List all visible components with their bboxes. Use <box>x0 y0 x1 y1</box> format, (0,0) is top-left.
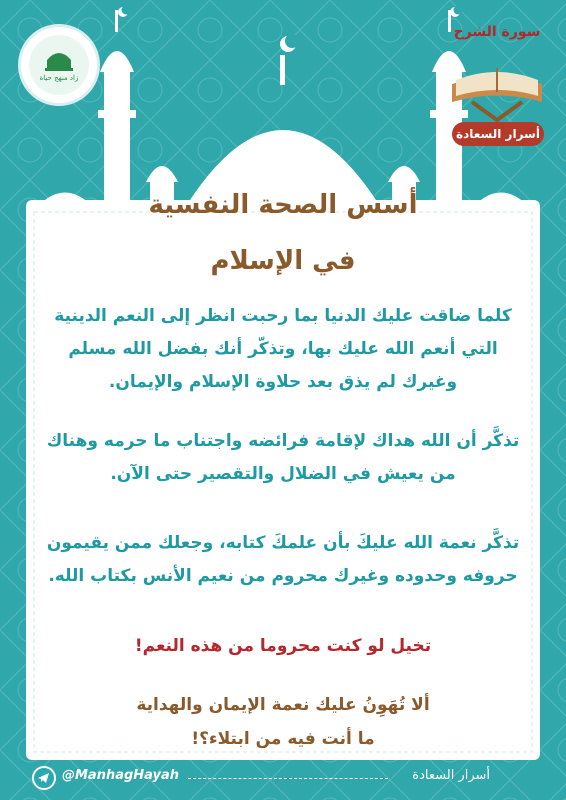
page-title: أسس الصحة النفسية <box>148 190 418 220</box>
page-subtitle: في الإسلام <box>210 246 356 276</box>
quran-book-icon <box>442 44 552 124</box>
sura-badge <box>442 18 552 141</box>
highlight-text: تخيل لو كنت محروما من هذه النعم! <box>134 636 432 656</box>
paragraph-1: كلما ضاقت عليك الدنيا بما رحبت انظر إلى النعم الدينية التي أنعم الله عليك بها، وتذكّر أنك بفضل الله مسلم وغيرك لم يذق بعد حلاوة الإسلام والإيمان. <box>54 306 512 392</box>
social-handle[interactable]: @ManhagHayah <box>62 768 180 783</box>
paragraph-2: تذكَّر أن الله هداك لإقامة فرائضه واجتناب ما حرمه وهناك من يعيش في الضلال والتقصير حتى الآن. <box>46 431 520 484</box>
footer-divider <box>188 778 388 779</box>
paragraph-3: تذكَّر نعمة الله عليكَ بأن علمكَ كتابه، وجعلك ممن يقيمون حروفه وحدوده وغيرك محروم من نعيم الأنس بكتاب الله. <box>46 533 520 586</box>
closing-line-2: ما أنت فيه من ابتلاء؟! <box>191 729 375 749</box>
brand-logo <box>18 24 100 106</box>
footer <box>18 766 548 792</box>
badge-brand: أسرار السعادة <box>452 122 544 146</box>
closing-line-1: ألا تُهَوِنُ عليك نعمة الإيمان والهداية <box>136 695 430 715</box>
logo-inner <box>29 35 89 95</box>
sura-name: سورة الشرح <box>453 24 541 40</box>
telegram-icon[interactable] <box>32 766 56 790</box>
logo-text: زاد منهج حياة <box>39 74 79 82</box>
closing-text <box>40 688 526 756</box>
mosque-logo-icon <box>44 48 74 72</box>
footer-brand: أسرار السعادة <box>412 768 490 783</box>
